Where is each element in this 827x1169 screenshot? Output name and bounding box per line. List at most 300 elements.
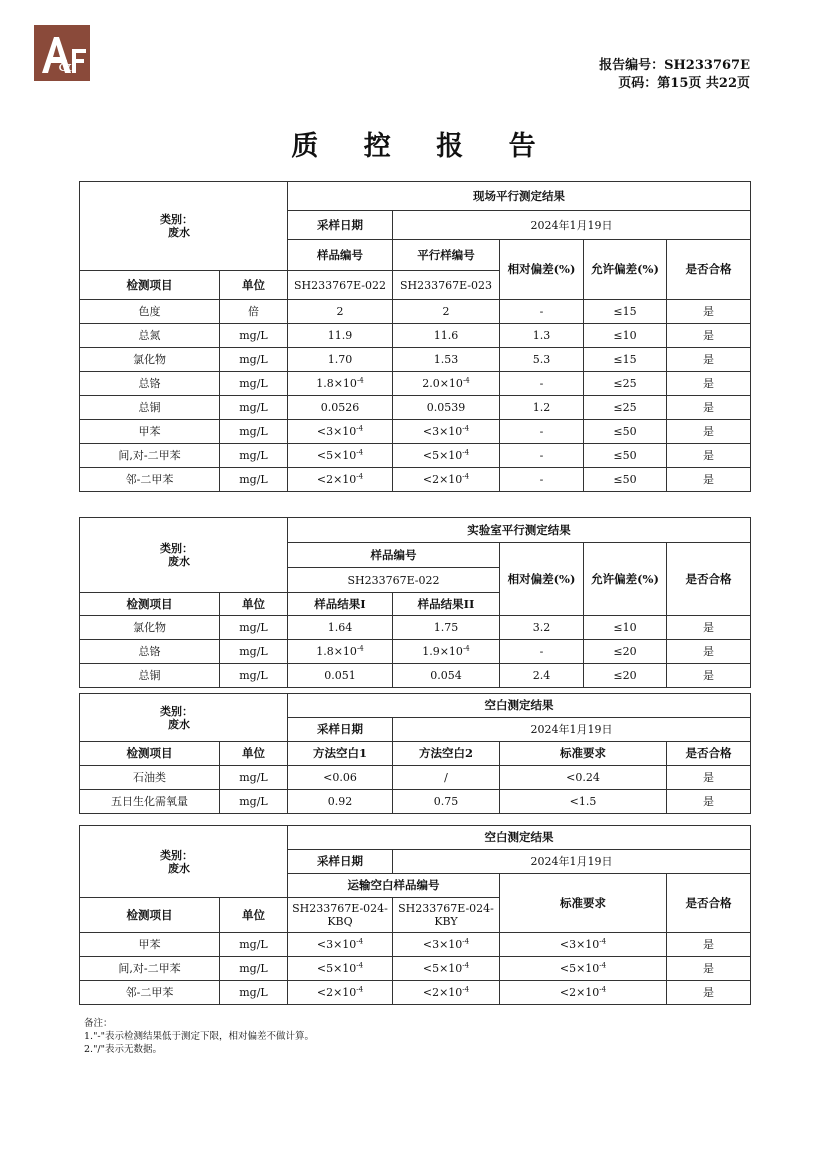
value1-cell: [288, 300, 393, 324]
rel-dev-cell: [500, 664, 584, 688]
transport-no-2: SH233767E-024-KBY: [393, 898, 500, 933]
value2-cell: [393, 981, 500, 1005]
category-cell: 类别： 废水: [80, 182, 288, 271]
table-row: [80, 468, 751, 492]
value1-cell-exponent: -4: [356, 644, 364, 653]
value2-cell-exponent: -4: [462, 961, 470, 970]
value1-cell-exponent: -4: [356, 376, 364, 385]
rel-dev-header: 相对偏差(%): [500, 543, 584, 616]
table-title: 空白测定结果: [288, 826, 751, 850]
unit-header: 单位: [220, 898, 288, 933]
allow-dev-cell-text: ≤50: [613, 473, 637, 486]
value2-cell-text: 0.0539: [426, 401, 466, 414]
rel-dev-cell-text: -: [539, 425, 544, 438]
table-row: [80, 790, 751, 814]
item-cell-text: 总铬: [138, 377, 161, 390]
value2-cell-text: 1.9×10: [422, 645, 463, 658]
category-cell: 类别： 废水: [80, 518, 288, 593]
unit-cell: [220, 664, 288, 688]
item-header: 检测项目: [80, 742, 220, 766]
allow-dev-cell: [584, 616, 667, 640]
qualified-header: 是否合格: [667, 240, 751, 300]
value2-cell-text: 1.53: [433, 353, 459, 366]
qualified-cell-text: 是: [703, 473, 715, 486]
std-cell: [500, 766, 667, 790]
value1-cell-text: <2×10: [316, 986, 357, 999]
page-number: 页码：第15页 共22页: [618, 76, 750, 91]
value2-cell-text: <3×10: [422, 938, 463, 951]
qualified-cell: [667, 640, 751, 664]
note-1: 1."-"表示检测结果低于测定下限，相对偏差不做计算。: [84, 1031, 315, 1042]
value1-cell: [288, 372, 393, 396]
category-cell: 类别： 废水: [80, 826, 288, 898]
item-cell-text: 间,对-二甲苯: [118, 962, 181, 975]
value1-cell: [288, 790, 393, 814]
qualified-cell-text: 是: [703, 425, 715, 438]
item-cell-text: 石油类: [133, 771, 166, 784]
qualified-cell: [667, 372, 751, 396]
allow-dev-cell-text: ≤15: [613, 305, 637, 318]
unit-cell-text: mg/L: [239, 449, 268, 462]
unit-cell-text: mg/L: [239, 401, 268, 414]
value2-cell-exponent: -4: [462, 424, 470, 433]
transport-no-1: SH233767E-024-KBQ: [288, 898, 393, 933]
parallel-no-label: 平行样编号: [393, 240, 500, 271]
value2-cell: [393, 348, 500, 372]
qualified-cell-text: 是: [703, 621, 715, 634]
item-cell: [80, 616, 220, 640]
value1-cell-text: 2: [336, 305, 344, 318]
value2-cell: [393, 420, 500, 444]
std-req-header: 标准要求: [500, 742, 667, 766]
table-row: [80, 640, 751, 664]
sample-no: SH233767E-022: [288, 568, 500, 593]
value2-cell: [393, 933, 500, 957]
table-title: 空白测定结果: [288, 694, 751, 718]
unit-header: 单位: [220, 593, 288, 616]
unit-cell-text: mg/L: [239, 329, 268, 342]
item-header: 检测项目: [80, 898, 220, 933]
item-cell-text: 五日生化需氧量: [111, 795, 188, 808]
table-row: [80, 348, 751, 372]
qualified-cell-text: 是: [703, 401, 715, 414]
value2-cell: [393, 616, 500, 640]
value1-cell-exponent: -4: [356, 448, 364, 457]
qualified-cell-text: 是: [703, 449, 715, 462]
value2-cell-exponent: -4: [462, 985, 470, 994]
value1-cell: [288, 664, 393, 688]
qualified-header: 是否合格: [667, 874, 751, 933]
rel-dev-cell: [500, 324, 584, 348]
allow-dev-cell-text: ≤25: [613, 377, 637, 390]
report-number: 报告编号：SH233767E: [599, 58, 750, 73]
value1-cell-text: <2×10: [316, 473, 357, 486]
qualified-cell: [667, 981, 751, 1005]
std-cell-exponent: -4: [599, 961, 607, 970]
unit-cell-text: mg/L: [239, 377, 268, 390]
notes-label: 备注：: [84, 1018, 113, 1029]
value1-cell-text: <5×10: [316, 449, 357, 462]
item-cell-text: 总氮: [138, 329, 161, 342]
qualified-cell: [667, 957, 751, 981]
unit-cell: [220, 933, 288, 957]
item-cell: [80, 444, 220, 468]
item-cell: [80, 348, 220, 372]
table-row: [80, 981, 751, 1005]
unit-cell-text: mg/L: [239, 473, 268, 486]
unit-cell: [220, 372, 288, 396]
allow-dev-cell-text: ≤50: [613, 449, 637, 462]
value1-cell-text: 1.64: [327, 621, 353, 634]
table-row: [80, 372, 751, 396]
blank-table-2: [79, 825, 751, 1005]
std-cell: [500, 981, 667, 1005]
table-row: [80, 766, 751, 790]
table-title: 现场平行测定结果: [288, 182, 751, 211]
std-cell: [500, 957, 667, 981]
std-cell-text: <0.24: [566, 771, 600, 784]
value2-cell-text: 2.0×10: [422, 377, 463, 390]
unit-cell-text: mg/L: [239, 771, 268, 784]
rel-dev-cell-text: -: [539, 449, 544, 462]
std-cell: [500, 933, 667, 957]
value1-cell: [288, 981, 393, 1005]
value2-cell-text: <5×10: [422, 962, 463, 975]
value1-cell-exponent: -4: [356, 424, 364, 433]
unit-cell: [220, 348, 288, 372]
allow-dev-cell-text: ≤50: [613, 425, 637, 438]
rel-dev-cell: [500, 420, 584, 444]
unit-cell: [220, 444, 288, 468]
allow-dev-cell: [584, 444, 667, 468]
item-cell-text: 邻-二甲苯: [125, 473, 174, 486]
item-cell-text: 色度: [138, 305, 161, 318]
value2-cell: [393, 640, 500, 664]
std-cell-text: <3×10: [559, 938, 600, 951]
value1-cell: [288, 933, 393, 957]
category-cell: 类别： 废水: [80, 694, 288, 742]
item-cell-text: 甲苯: [138, 938, 161, 951]
item-cell: [80, 664, 220, 688]
company-logo: [34, 25, 90, 81]
blank1-header: 方法空白1: [288, 742, 393, 766]
value1-cell: [288, 348, 393, 372]
allow-dev-cell-text: ≤20: [613, 645, 637, 658]
std-cell: [500, 790, 667, 814]
item-cell-text: 总铜: [138, 401, 161, 414]
table-row: [80, 664, 751, 688]
item-cell: [80, 790, 220, 814]
item-cell-text: 总铬: [138, 645, 161, 658]
value2-cell-text: 0.75: [433, 795, 459, 808]
value2-cell-text: 1.75: [433, 621, 459, 634]
allow-dev-cell: [584, 664, 667, 688]
allow-dev-cell-text: ≤20: [613, 669, 637, 682]
qualified-cell: [667, 933, 751, 957]
blank-table-1: [79, 693, 751, 814]
sample-date-value: 2024年1月19日: [393, 718, 751, 742]
value2-cell: [393, 324, 500, 348]
rel-dev-cell-text: -: [539, 305, 544, 318]
rel-dev-cell: [500, 468, 584, 492]
unit-cell-text: mg/L: [239, 795, 268, 808]
rel-dev-cell-text: 5.3: [532, 353, 551, 366]
unit-cell: [220, 420, 288, 444]
qualified-cell-text: 是: [703, 938, 714, 951]
rel-dev-cell: [500, 444, 584, 468]
qualified-cell-text: 是: [703, 962, 714, 975]
std-cell-text: <5×10: [559, 962, 600, 975]
allow-dev-cell: [584, 372, 667, 396]
value1-cell-text: 1.70: [327, 353, 353, 366]
unit-cell-text: mg/L: [239, 621, 268, 634]
value1-cell: [288, 468, 393, 492]
value2-cell: [393, 468, 500, 492]
rel-dev-cell: [500, 300, 584, 324]
rel-dev-cell: [500, 348, 584, 372]
item-cell: [80, 933, 220, 957]
rel-dev-cell-text: 1.3: [532, 329, 551, 342]
item-cell: [80, 640, 220, 664]
item-cell-text: 甲苯: [138, 425, 161, 438]
item-cell-text: 氯化物: [133, 353, 166, 366]
std-cell-exponent: -4: [599, 985, 607, 994]
rel-dev-cell-text: 3.2: [532, 621, 551, 634]
value2-cell: [393, 664, 500, 688]
std-cell-exponent: -4: [599, 937, 607, 946]
item-cell-text: 氯化物: [133, 621, 166, 634]
rel-dev-cell-text: 2.4: [532, 669, 551, 682]
sample-date-value: 2024年1月19日: [393, 211, 751, 240]
item-cell: [80, 468, 220, 492]
item-cell: [80, 420, 220, 444]
blank2-header: 方法空白2: [393, 742, 500, 766]
sample-date-value: 2024年1月19日: [393, 850, 751, 874]
value2-cell: [393, 396, 500, 420]
qualified-cell: [667, 468, 751, 492]
sample-date-label: 采样日期: [288, 211, 393, 240]
qualified-cell-text: 是: [703, 329, 715, 342]
allow-dev-header: 允许偏差(%): [584, 240, 667, 300]
value1-cell: [288, 766, 393, 790]
value1-cell: [288, 640, 393, 664]
unit-cell: [220, 640, 288, 664]
unit-cell: [220, 396, 288, 420]
rel-dev-cell: [500, 616, 584, 640]
qualified-cell-text: 是: [703, 986, 714, 999]
allow-dev-cell-text: ≤15: [613, 353, 637, 366]
std-cell-text: <2×10: [559, 986, 600, 999]
item-cell-text: 间,对-二甲苯: [118, 449, 181, 462]
value1-cell-text: <0.06: [323, 771, 357, 784]
qualified-cell: [667, 396, 751, 420]
value2-cell-text: /: [444, 771, 448, 784]
unit-cell: [220, 324, 288, 348]
unit-cell-text: mg/L: [239, 353, 268, 366]
qualified-cell: [667, 766, 751, 790]
value2-cell: [393, 790, 500, 814]
value2-cell-text: <2×10: [422, 473, 463, 486]
transport-blank-label: 运输空白样品编号: [288, 874, 500, 898]
value2-cell-text: <3×10: [422, 425, 463, 438]
rel-dev-header: 相对偏差(%): [500, 240, 584, 300]
std-cell-text: <1.5: [569, 795, 597, 808]
allow-dev-cell: [584, 300, 667, 324]
value2-cell-text: 2: [442, 305, 450, 318]
qualified-cell: [667, 444, 751, 468]
allow-dev-cell: [584, 420, 667, 444]
unit-cell-text: mg/L: [239, 645, 268, 658]
qualified-cell-text: 是: [703, 645, 715, 658]
value1-cell-exponent: -4: [356, 937, 364, 946]
unit-cell: [220, 981, 288, 1005]
unit-cell: [220, 957, 288, 981]
value1-cell-text: <3×10: [316, 938, 357, 951]
allow-dev-cell-text: ≤25: [613, 401, 637, 414]
unit-cell: [220, 468, 288, 492]
allow-dev-cell: [584, 640, 667, 664]
table-row: [80, 324, 751, 348]
value1-cell-text: 1.8×10: [316, 645, 357, 658]
value1-cell: [288, 616, 393, 640]
value1-cell: [288, 957, 393, 981]
value1-cell-text: <5×10: [316, 962, 357, 975]
qualified-cell: [667, 664, 751, 688]
rel-dev-cell: [500, 372, 584, 396]
item-header: 检测项目: [80, 271, 220, 300]
value1-cell-text: 0.0526: [320, 401, 360, 414]
unit-header: 单位: [220, 742, 288, 766]
item-cell: [80, 300, 220, 324]
field-parallel-table: [79, 181, 751, 492]
qualified-cell: [667, 616, 751, 640]
value2-cell-text: <5×10: [422, 449, 463, 462]
value2-cell-exponent: -4: [462, 448, 470, 457]
value1-cell-text: 0.051: [324, 669, 356, 682]
value2-cell-exponent: -4: [462, 472, 470, 481]
item-cell: [80, 957, 220, 981]
allow-dev-cell: [584, 396, 667, 420]
value1-cell-text: 11.9: [327, 329, 353, 342]
result2-header: 样品结果II: [393, 593, 500, 616]
item-cell-text: 邻-二甲苯: [125, 986, 174, 999]
unit-cell-text: mg/L: [239, 669, 268, 682]
table-row: [80, 933, 751, 957]
rel-dev-cell: [500, 396, 584, 420]
rel-dev-cell-text: -: [539, 473, 544, 486]
unit-cell: [220, 766, 288, 790]
parallel-no: SH233767E-023: [393, 271, 500, 300]
allow-dev-cell: [584, 468, 667, 492]
qualified-cell: [667, 348, 751, 372]
value2-cell: [393, 444, 500, 468]
qualified-cell: [667, 420, 751, 444]
table-row: [80, 300, 751, 324]
item-cell: [80, 372, 220, 396]
sample-no: SH233767E-022: [288, 271, 393, 300]
table-row: [80, 396, 751, 420]
value2-cell-text: 0.054: [430, 669, 462, 682]
item-cell: [80, 766, 220, 790]
sample-no-label: 样品编号: [288, 240, 393, 271]
value1-cell: [288, 420, 393, 444]
allow-dev-cell: [584, 324, 667, 348]
qualified-cell: [667, 324, 751, 348]
value1-cell-exponent: -4: [356, 961, 364, 970]
rel-dev-cell-text: -: [539, 377, 544, 390]
value1-cell-exponent: -4: [356, 472, 364, 481]
value2-cell: [393, 372, 500, 396]
qualified-cell-text: 是: [703, 771, 714, 784]
item-cell: [80, 396, 220, 420]
unit-header: 单位: [220, 271, 288, 300]
unit-cell-text: mg/L: [239, 425, 268, 438]
unit-cell: [220, 790, 288, 814]
qualified-cell-text: 是: [703, 377, 715, 390]
item-cell: [80, 324, 220, 348]
qualified-header: 是否合格: [667, 742, 751, 766]
unit-cell-text: mg/L: [239, 986, 268, 999]
notes: [84, 1017, 314, 1056]
qualified-header: 是否合格: [667, 543, 751, 616]
value2-cell-exponent: -4: [462, 937, 470, 946]
qualified-cell-text: 是: [703, 353, 715, 366]
qualified-cell-text: 是: [703, 669, 715, 682]
allow-dev-cell-text: ≤10: [613, 329, 637, 342]
lab-parallel-table: [79, 517, 751, 688]
sample-date-label: 采样日期: [288, 850, 393, 874]
value1-cell-exponent: -4: [356, 985, 364, 994]
qualified-cell-text: 是: [703, 305, 715, 318]
rel-dev-cell-text: -: [539, 645, 544, 658]
unit-cell-text: 倍: [248, 305, 259, 318]
value2-cell-text: <2×10: [422, 986, 463, 999]
table-row: [80, 616, 751, 640]
value2-cell: [393, 300, 500, 324]
qualified-cell: [667, 300, 751, 324]
allow-dev-cell: [584, 348, 667, 372]
allow-dev-header: 允许偏差(%): [584, 543, 667, 616]
value1-cell-text: <3×10: [316, 425, 357, 438]
rel-dev-cell-text: 1.2: [532, 401, 551, 414]
item-header: 检测项目: [80, 593, 220, 616]
value2-cell-text: 11.6: [433, 329, 459, 342]
std-req-header: 标准要求: [500, 874, 667, 933]
value1-cell: [288, 396, 393, 420]
item-cell: [80, 981, 220, 1005]
allow-dev-cell-text: ≤10: [613, 621, 637, 634]
value2-cell: [393, 766, 500, 790]
unit-cell: [220, 300, 288, 324]
table-row: [80, 420, 751, 444]
value1-cell-text: 0.92: [327, 795, 353, 808]
unit-cell: [220, 616, 288, 640]
value1-cell: [288, 444, 393, 468]
unit-cell-text: mg/L: [239, 938, 268, 951]
item-cell-text: 总铜: [138, 669, 161, 682]
sample-date-label: 采样日期: [288, 718, 393, 742]
table-row: [80, 957, 751, 981]
value1-cell-text: 1.8×10: [316, 377, 357, 390]
table-row: [80, 444, 751, 468]
unit-cell-text: mg/L: [239, 962, 268, 975]
qualified-cell-text: 是: [703, 795, 714, 808]
qualified-cell: [667, 790, 751, 814]
rel-dev-cell: [500, 640, 584, 664]
sample-no-label: 样品编号: [288, 543, 500, 568]
note-2: 2."/"表示无数据。: [84, 1044, 163, 1055]
value2-cell-exponent: -4: [462, 644, 470, 653]
